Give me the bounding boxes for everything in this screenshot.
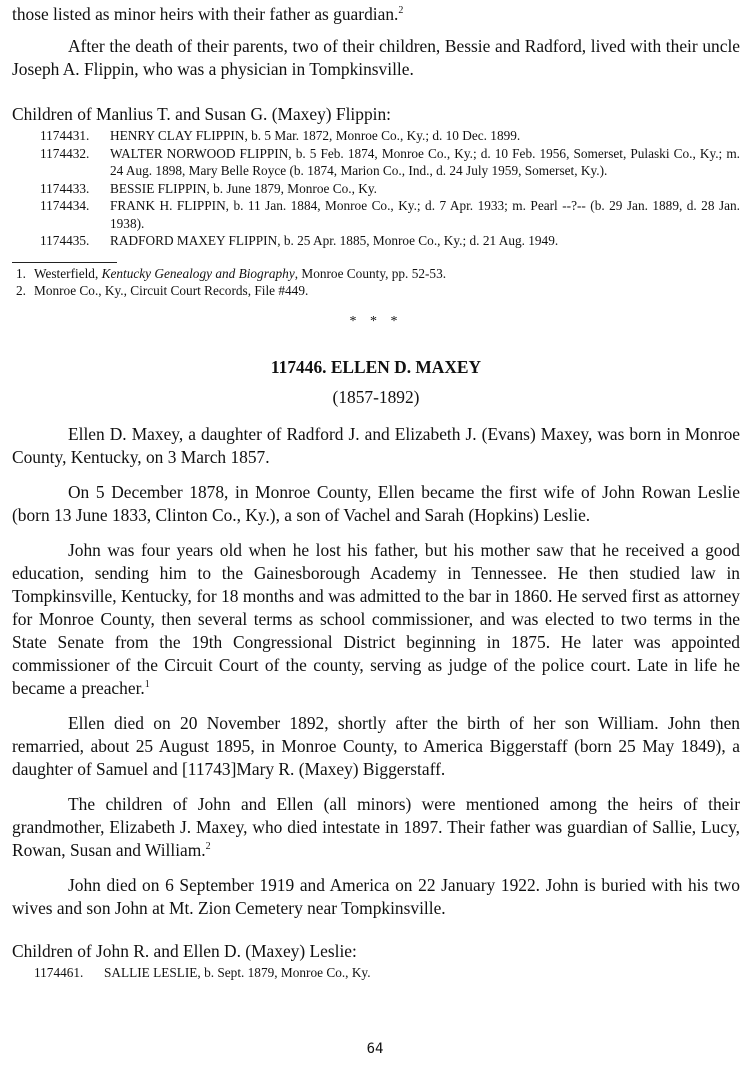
paragraph-text: The children of John and Ellen (all minors) were mentioned among the heirs of their grandmother, Elizabeth J. Maxey, who died intestate in 1897. Their father was guardian of Sallie, Lucy, Rowan, Susan and William. xyxy=(12,793,740,860)
child-entry xyxy=(40,197,740,232)
paragraph-text: John died on 6 September 1919 and America on 22 January 1922. John is buried with his two wives and son John at Mt. Zion Cemetery near Tompkinsville. xyxy=(12,874,740,918)
child-entry xyxy=(34,964,740,982)
section-separator: * * * xyxy=(349,313,403,329)
body-paragraph xyxy=(12,423,740,469)
child-entry xyxy=(40,145,740,180)
child-text: SALLIE LESLIE, b. Sept. 1879, Monroe Co., Ky. xyxy=(104,964,371,980)
footnote-book-title: Kentucky Genealogy and Biography xyxy=(101,265,295,281)
body-paragraph xyxy=(12,874,740,920)
footnote-text: Westerfield, xyxy=(34,265,102,281)
intro-paragraph-2: After the death of their parents, two of their children, Bessie and Radford, lived with their uncle Joseph A. Flippin, who was a physician in Tompkinsville. xyxy=(12,36,740,79)
footnote-ref: 1 xyxy=(144,678,150,690)
child-number: 1174432. xyxy=(40,145,90,161)
child-entry xyxy=(40,232,740,250)
section-heading: 117446. ELLEN D. MAXEY xyxy=(270,356,482,377)
child-number: 1174461. xyxy=(34,964,84,980)
child-text: RADFORD MAXEY FLIPPIN, b. 25 Apr. 1885, Monroe Co., Ky.; d. 21 Aug. 1949. xyxy=(110,233,559,248)
page xyxy=(12,0,740,981)
footnote-number: 1. xyxy=(16,265,26,281)
footnote-ref: 2 xyxy=(205,840,211,852)
flippin-children-heading: Children of Manlius T. and Susan G. (Maxey) Flippin: xyxy=(12,104,392,124)
child-entry xyxy=(40,127,740,145)
page-number: 64 xyxy=(366,1041,384,1057)
leslie-children-list xyxy=(12,964,740,982)
footnote-text: , Monroe County, pp. 52-53. xyxy=(294,265,447,281)
footnote-ref: 2 xyxy=(398,5,404,17)
footnote-number: 2. xyxy=(16,282,26,298)
flippin-children-list xyxy=(12,127,740,250)
child-number: 1174431. xyxy=(40,128,90,143)
paragraph-text: John was four years old when he lost his father, but his mother saw that he received a good education, sending him to the Gainesborough Academy in Tennessee. He then studied law in Tompkinsville, Kentucky, for 18 months and was admitted to the bar in 1860. He served first as attorney for Monroe County, then several terms as school commissioner, and was elected to two terms in the State Senate from the 19th Congressional District beginning in 1875. He later was appointed commissioner of the Circuit Court of the county, serving as judge of the police court. Late in life he became a preacher. xyxy=(12,539,740,698)
intro-text: those listed as minor heirs with their father as guardian. xyxy=(12,4,399,24)
paragraph-text: On 5 December 1878, in Monroe County, Ellen became the first wife of John Rowan Leslie (born 13 June 1833, Clinton Co., Ky.), a son of Vachel and Sarah (Hopkins) Leslie. xyxy=(12,481,740,525)
footnote-2 xyxy=(12,282,740,299)
child-number: 1174434. xyxy=(40,198,90,213)
child-text: HENRY CLAY FLIPPIN, b. 5 Mar. 1872, Monroe Co., Ky.; d. 10 Dec. 1899. xyxy=(110,128,521,143)
footnote-text: Monroe Co., Ky., Circuit Court Records, File #449. xyxy=(34,282,309,298)
body-paragraph xyxy=(12,481,740,527)
footnote-divider xyxy=(12,262,117,263)
body-paragraph xyxy=(12,793,740,862)
section-dates: (1857-1892) xyxy=(332,386,420,407)
paragraph-text: Ellen D. Maxey, a daughter of Radford J. and Elizabeth J. (Evans) Maxey, was born in Monroe County, Kentucky, on 3 March 1857. xyxy=(12,423,740,467)
paragraph-text: Ellen died on 20 November 1892, shortly after the birth of her son William. John then remarried, about 25 August 1895, in Monroe County, to America Biggerstaff (born 25 May 1849), a daughter of Samuel and [11743]Mary R. (Maxey) Biggerstaff. xyxy=(12,712,740,779)
child-text: BESSIE FLIPPIN, b. June 1879, Monroe Co., Ky. xyxy=(110,180,377,196)
child-number: 1174433. xyxy=(40,180,90,196)
child-number: 1174435. xyxy=(40,233,90,248)
leslie-children-heading: Children of John R. and Ellen D. (Maxey) Leslie: xyxy=(12,940,357,961)
footnote-1 xyxy=(12,265,740,282)
body-paragraph xyxy=(12,712,740,781)
body-paragraph xyxy=(12,539,740,700)
child-entry xyxy=(40,180,740,198)
child-text: WALTER NORWOOD FLIPPIN, b. 5 Feb. 1874, Monroe Co., Ky.; d. 10 Feb. 1956, Somerset, Pulaski Co., Ky.; m. 24 Aug. 1898, Mary Belle Royce (b. 1874, Marion Co., Ind., d. 24 July 1959, Somerset, Ky.). xyxy=(110,145,740,178)
child-text: FRANK H. FLIPPIN, b. 11 Jan. 1884, Monroe Co., Ky.; d. 7 Apr. 1933; m. Pearl --?-- (b. 29 Jan. 1889, d. 28 Jan. 1938). xyxy=(110,198,740,231)
intro-paragraph-1 xyxy=(12,3,740,26)
